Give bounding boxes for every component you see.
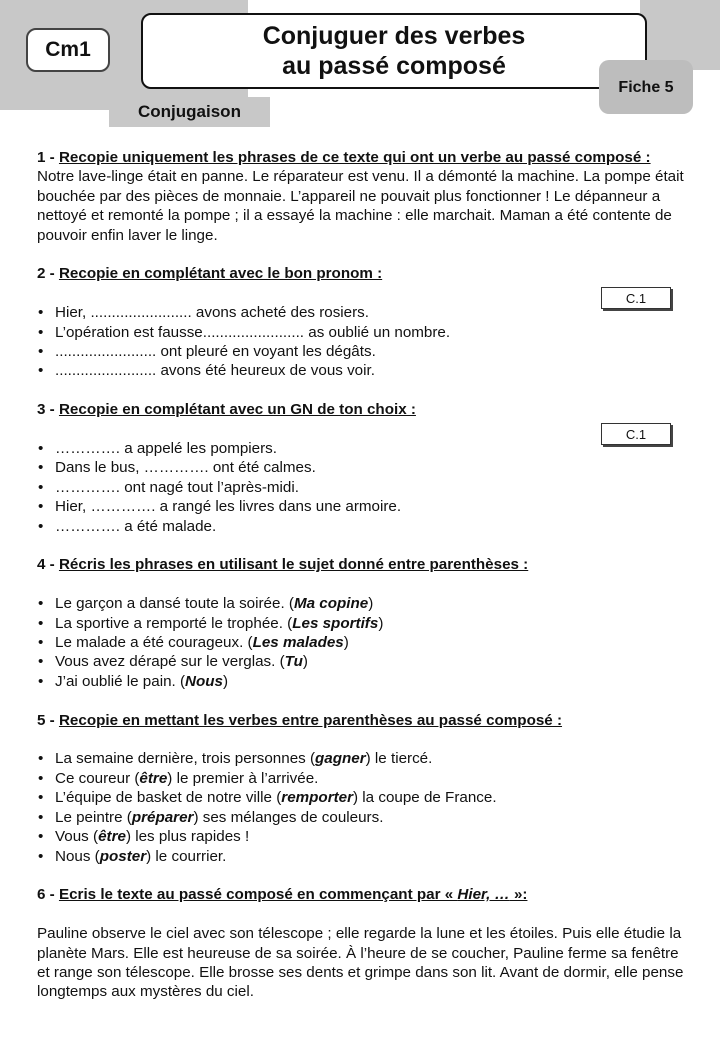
list-item: • L’opération est fausse........................ as oublié un nombre. [37, 323, 687, 342]
list-item: • Ce coureur (être) le premier à l’arrivée. [37, 769, 687, 788]
fiche-number: Fiche 5 [599, 60, 693, 114]
q3-competence-badge: C.1 [601, 423, 671, 445]
subject-label: Conjugaison [109, 97, 270, 127]
level-badge: Cm1 [26, 28, 110, 72]
list-item: • L’équipe de basket de notre ville (remporter) la coupe de France. [37, 788, 687, 807]
title-line-2: au passé composé [282, 52, 506, 80]
q2-list [37, 303, 687, 381]
list-item: • Vous (être) les plus rapides ! [37, 827, 687, 846]
title-line-1: Conjuguer des verbes [262, 22, 526, 50]
list-item: • La sportive a remporté le trophée. (Les sportifs) [37, 614, 687, 633]
list-item: • La semaine dernière, trois personnes (gagner) le tiercé. [37, 749, 687, 768]
q6-text: Pauline observe le ciel avec son télescope ; elle regarde la lune et les étoiles. Puis elle étudie la planète Mars. Elle est heureuse de sa soirée. À l’heure de se coucher, Pauline ferme sa fenêtre et range son télescope. Elle brosse ses dents et grimpe dans son lit. Avant de dormir, elle pense longtemps aux mystères du ciel. [37, 925, 684, 1001]
q6-instruction: 6 - Ecris le texte au passé composé en commençant par « Hier, … »: [37, 886, 528, 904]
list-item: • Le peintre (préparer) ses mélanges de couleurs. [37, 808, 687, 827]
list-item: • …………. a été malade. [37, 517, 687, 536]
list-item: • J’ai oublié le pain. (Nous) [37, 672, 687, 691]
q5-instruction: 5 - Recopie en mettant les verbes entre parenthèses au passé composé : [37, 711, 563, 729]
list-item: • Le malade a été courageux. (Les malades) [37, 633, 687, 652]
list-item: • Le garçon a dansé toute la soirée. (Ma copine) [37, 594, 687, 613]
worksheet-content [37, 148, 687, 1002]
list-item: • ........................ ont pleuré en voyant les dégâts. [37, 342, 687, 361]
page-title [141, 13, 647, 89]
list-item: • Dans le bus, …………. ont été calmes. [37, 458, 687, 477]
list-item: • Hier, ........................ avons acheté des rosiers. [37, 303, 687, 322]
q3-instruction: 3 - Recopie en complétant avec un GN de ton choix : [37, 401, 416, 419]
q2-instruction: 2 - Recopie en complétant avec le bon pronom : [37, 265, 383, 283]
list-item: • …………. ont nagé tout l’après-midi. [37, 478, 687, 497]
q3-list [37, 439, 687, 536]
list-item: • Hier, …………. a rangé les livres dans une armoire. [37, 497, 687, 516]
list-item: • …………. a appelé les pompiers. [37, 439, 687, 458]
q4-list [37, 594, 687, 691]
q1-text: Notre lave-linge était en panne. Le réparateur est venu. Il a démonté la machine. La pompe était bouchée par des pièces de monnaie. L’appareil ne pouvait plus fonctionner ! Le dépanneur a nettoyé et remonté la pompe ; il a essayé la machine : elle marchait. Maman a été contente de pouvoir enfin laver le linge. [37, 168, 684, 244]
q1-instruction: 1 - Recopie uniquement les phrases de ce texte qui ont un verbe au passé composé : [37, 149, 651, 166]
list-item: • Vous avez dérapé sur le verglas. (Tu) [37, 652, 687, 671]
q5-list [37, 749, 687, 865]
q4-instruction: 4 - Récris les phrases en utilisant le sujet donné entre parenthèses : [37, 556, 529, 574]
q2-competence-badge: C.1 [601, 287, 671, 309]
list-item: • ........................ avons été heureux de vous voir. [37, 361, 687, 380]
list-item: • Nous (poster) le courrier. [37, 847, 687, 866]
